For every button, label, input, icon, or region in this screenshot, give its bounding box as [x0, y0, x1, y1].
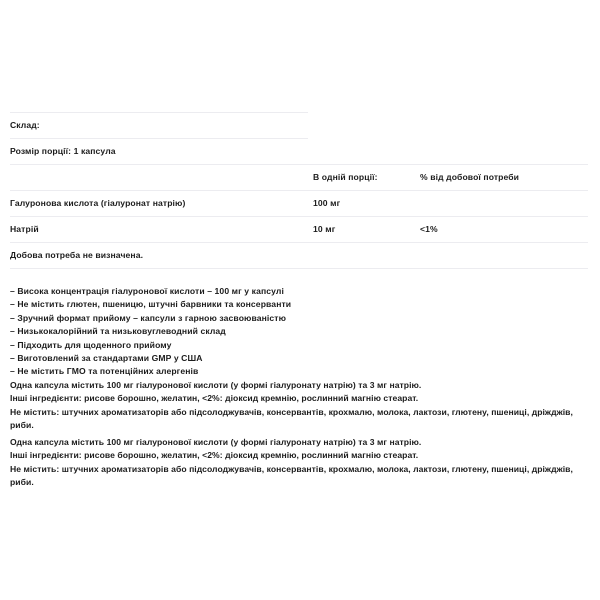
- nutrient-daily-value: <1%: [420, 223, 438, 234]
- capsule-content-line: Одна капсула містить 100 мг гіалуронової кислоти (у формі гіалуронату натрію) та 3 мг натрію.: [10, 380, 422, 390]
- free-from-line: Не містить: штучних ароматизаторів або підсолоджувачів, консервантів, крохмалю, молока, лактози, глютену, пшениці, дріжджів, риби.: [10, 406, 573, 431]
- free-from-line: Не містить: штучних ароматизаторів або підсолоджувачів, консервантів, крохмалю, молока, лактози, глютену, пшениці, дріжджів, риби.: [10, 463, 573, 488]
- list-item: – Низькокалорійний та низьковуглеводний склад: [10, 326, 226, 337]
- supplement-facts-table: [0, 112, 600, 269]
- benefits-list: [10, 285, 590, 379]
- divider-line: [10, 190, 588, 191]
- facts-footnote-row: [0, 242, 600, 269]
- table-row: [0, 190, 600, 216]
- list-item: – Підходить для щоденного прийому: [10, 339, 172, 350]
- list-item: – Виготовлений за стандартами GMP у США: [10, 353, 203, 364]
- nutrient-name: Галуронова кислота (гіалуронат натрію): [10, 197, 186, 208]
- nutrient-name: Натрій: [10, 223, 39, 234]
- serving-size-label: Розмір порції: 1 капсула: [10, 145, 116, 156]
- table-row: [0, 216, 600, 242]
- column-header-per-serving: В одній порції:: [313, 171, 378, 182]
- list-item: – Висока концентрація гіалуронової кислоти – 100 мг у капсулі: [10, 286, 284, 296]
- divider-line: [10, 112, 308, 113]
- facts-heading-label: Склад:: [10, 119, 40, 130]
- capsule-content-line: Одна капсула містить 100 мг гіалуронової кислоти (у формі гіалуронату натрію) та 3 мг натрію.: [10, 437, 422, 447]
- list-item: – Зручний формат прийому – капсули з гарною засвоюваністю: [10, 312, 287, 323]
- divider-line: [10, 138, 308, 139]
- nutrient-per-serving: 10 мг: [313, 223, 336, 234]
- facts-heading-row: [0, 112, 600, 138]
- list-item: – Не містить глютен, пшеницю, штучні барвники та консерванти: [10, 299, 292, 310]
- ingredients-details-block-2: [10, 436, 593, 490]
- list-item: – Не містить ГМО та потенційних алергенів: [10, 366, 199, 377]
- facts-footnote-label: Добова потреба не визначена.: [10, 250, 144, 260]
- other-ingredients-line: Інші інгредієнти: рисове борошно, желатин, <2%: діоксид кремнію, рослинний магнію стеарат.: [10, 450, 419, 461]
- ingredients-details-block-1: [10, 379, 593, 433]
- divider-line: [10, 268, 588, 269]
- facts-column-header-row: [0, 164, 600, 190]
- divider-line: [10, 164, 588, 165]
- divider-line: [10, 216, 588, 217]
- divider-line: [10, 242, 588, 243]
- serving-size-row: [0, 138, 600, 164]
- column-header-daily-value: % від добової потреби: [420, 171, 520, 182]
- nutrient-per-serving: 100 мг: [313, 197, 341, 208]
- other-ingredients-line: Інші інгредієнти: рисове борошно, желатин, <2%: діоксид кремнію, рослинний магнію стеарат.: [10, 393, 419, 404]
